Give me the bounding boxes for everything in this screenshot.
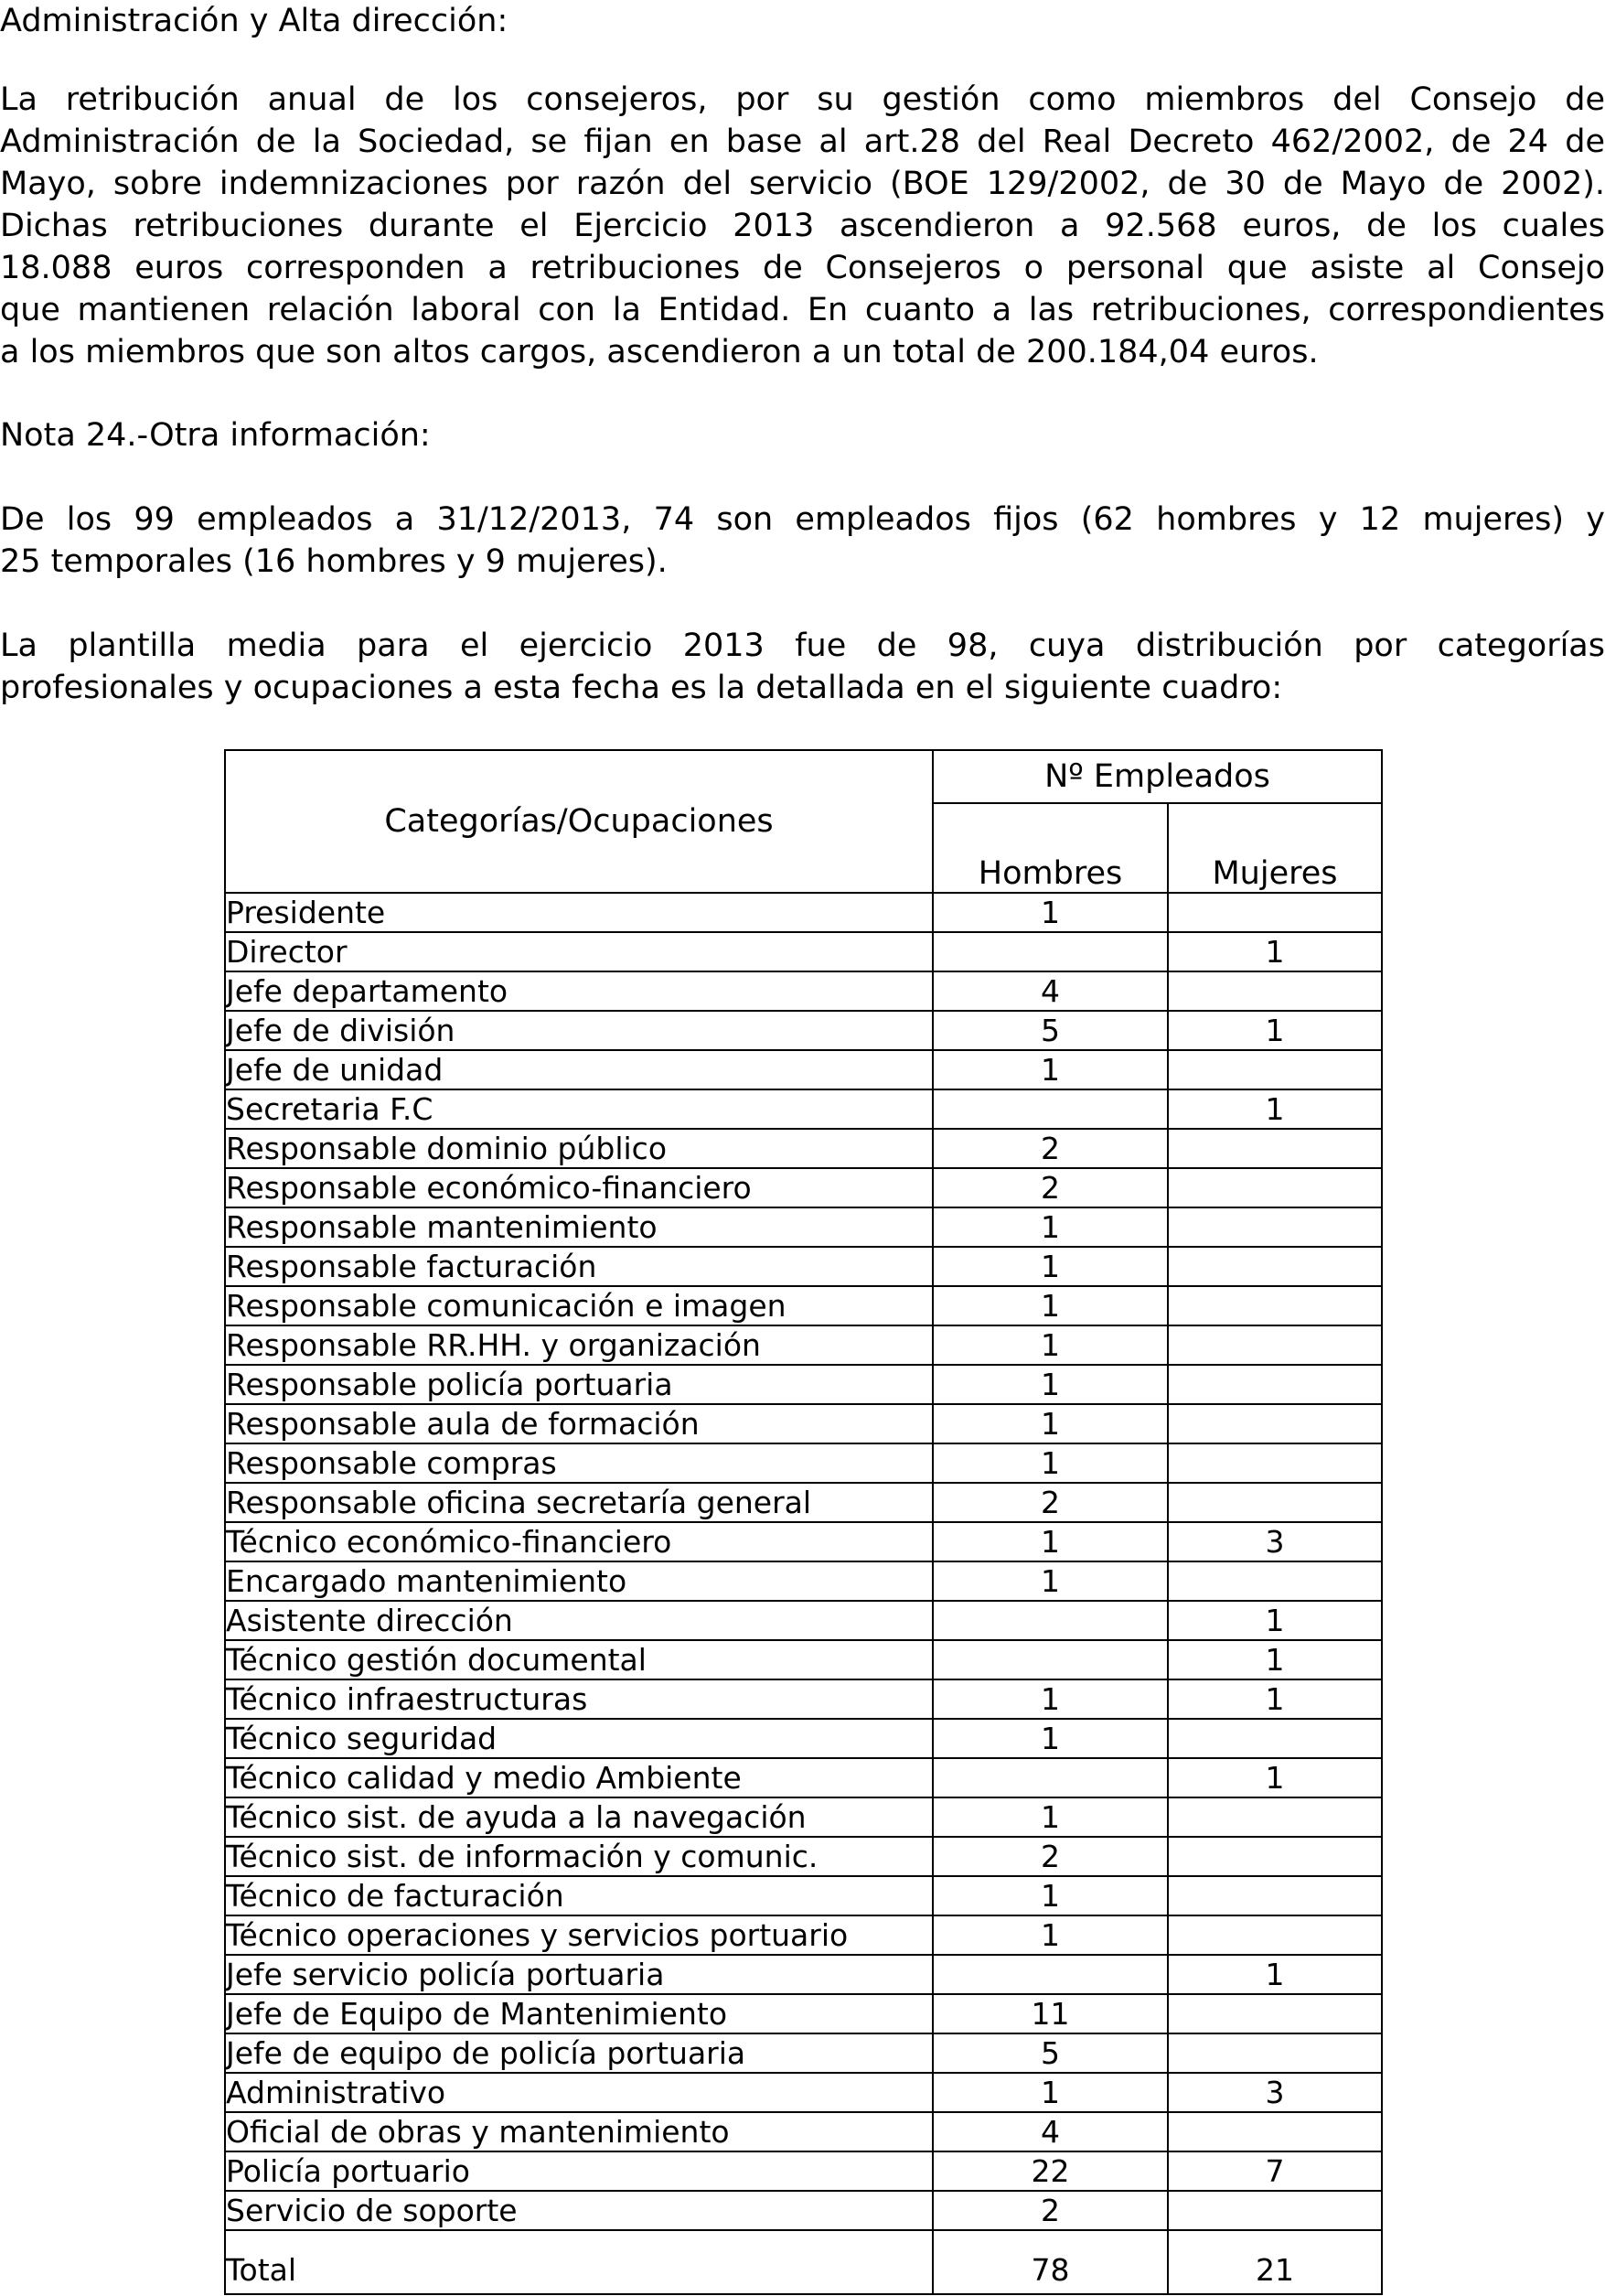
table-row [225,1325,1382,1365]
row-women [1168,1443,1382,1483]
row-label: Encargado mantenimiento [225,1561,933,1601]
row-label: Jefe de equipo de policía portuaria [225,2033,933,2073]
row-label: Responsable dominio público [225,1129,933,1168]
row-men: 1 [933,1247,1168,1286]
table-row [225,1837,1382,1876]
row-label: Técnico sist. de ayuda a la navegación [225,1797,933,1837]
row-label: Secretaria F.C [225,1089,933,1129]
paragraph-line: que mantienen relación laboral con la Entidad. En cuanto a las retribuciones, correspondientes [0,292,1605,328]
row-women [1168,1876,1382,1915]
total-women: 21 [1168,2230,1382,2294]
row-women [1168,1797,1382,1837]
row-men: 1 [933,1876,1168,1915]
row-men: 1 [933,1325,1168,1365]
row-men: 2 [933,1129,1168,1168]
table-row [225,1011,1382,1050]
table-row [225,893,1382,932]
row-label: Responsable compras [225,1443,933,1483]
row-women: 1 [1168,1089,1382,1129]
row-women: 1 [1168,1601,1382,1640]
row-label: Responsable RR.HH. y organización [225,1325,933,1365]
table-row [225,1247,1382,1286]
row-label: Jefe de unidad [225,1050,933,1089]
row-men [933,1089,1168,1129]
row-men: 11 [933,1994,1168,2033]
row-women [1168,1719,1382,1758]
row-men: 1 [933,1915,1168,1955]
row-men: 1 [933,1719,1168,1758]
row-label: Responsable mantenimiento [225,1207,933,1247]
table-row [225,2073,1382,2112]
row-label: Jefe de Equipo de Mantenimiento [225,1994,933,2033]
staff-distribution-table [224,749,1383,2295]
row-women [1168,1837,1382,1876]
total-label: Total [225,2230,933,2294]
row-label: Administrativo [225,2073,933,2112]
row-men: 1 [933,893,1168,932]
table-row [225,1207,1382,1247]
row-men: 1 [933,1679,1168,1719]
table-row [225,2112,1382,2151]
paragraph-remuneration [0,79,1605,373]
row-women [1168,2112,1382,2151]
row-women: 1 [1168,1011,1382,1050]
row-men: 1 [933,1797,1168,1837]
row-label: Responsable policía portuaria [225,1365,933,1404]
row-women [1168,1561,1382,1601]
row-label: Director [225,932,933,971]
paragraph-line: Administración de la Sociedad, se fijan en base al art.28 del Real Decreto 462/2002, de 24 de [0,123,1605,160]
table-row [225,1443,1382,1483]
table-row [225,1168,1382,1207]
row-women: 1 [1168,1955,1382,1994]
row-women [1168,1483,1382,1522]
table-row [225,1915,1382,1955]
row-men: 1 [933,1286,1168,1325]
paragraph-line: a los miembros que son altos cargos, ascendieron a un total de 200.184,04 euros. [0,334,1319,370]
row-women: 1 [1168,1640,1382,1679]
row-men: 1 [933,1404,1168,1443]
row-men: 1 [933,1443,1168,1483]
row-women: 1 [1168,932,1382,971]
row-women: 7 [1168,2151,1382,2191]
section-heading: Administración y Alta dirección: [0,3,508,39]
row-label: Técnico gestión documental [225,1640,933,1679]
table-row [225,1089,1382,1129]
row-women [1168,1994,1382,2033]
row-men [933,1640,1168,1679]
row-label: Técnico infraestructuras [225,1679,933,1719]
table-row [225,1561,1382,1601]
table-row [225,1679,1382,1719]
row-men: 5 [933,2033,1168,2073]
row-men: 2 [933,2191,1168,2230]
paragraph-line: La plantilla media para el ejercicio 2013 fue de 98, cuya distribución por categorías [0,628,1605,664]
row-women [1168,1286,1382,1325]
row-men: 1 [933,1050,1168,1089]
table-row [225,1797,1382,1837]
table-row [225,1758,1382,1797]
row-label: Policía portuario [225,2151,933,2191]
table-row [225,1522,1382,1561]
row-label: Técnico sist. de información y comunic. [225,1837,933,1876]
row-label: Técnico calidad y medio Ambiente [225,1758,933,1797]
row-women [1168,1915,1382,1955]
table-row [225,2151,1382,2191]
paragraph-line: La retribución anual de los consejeros, por su gestión como miembros del Consejo de [0,81,1605,118]
row-label: Jefe departamento [225,971,933,1011]
row-women [1168,1404,1382,1443]
row-label: Asistente dirección [225,1601,933,1640]
row-women: 3 [1168,2073,1382,2112]
table-row [225,1876,1382,1915]
table-row [225,971,1382,1011]
row-men: 2 [933,1483,1168,1522]
row-women: 3 [1168,1522,1382,1561]
row-men [933,1758,1168,1797]
paragraph-line: Dichas retribuciones durante el Ejercicio 2013 ascendieron a 92.568 euros, de los cuales [0,208,1605,244]
header-employees: Nº Empleados [933,750,1382,803]
header-category: Categorías/Ocupaciones [225,750,933,893]
row-men: 2 [933,1168,1168,1207]
row-label: Presidente [225,893,933,932]
row-men: 1 [933,1561,1168,1601]
row-men: 1 [933,1207,1168,1247]
row-men: 2 [933,1837,1168,1876]
paragraph-line: De los 99 empleados a 31/12/2013, 74 son empleados fijos (62 hombres y 12 mujeres) y [0,501,1605,538]
table-body [225,893,1382,2230]
row-label: Responsable aula de formación [225,1404,933,1443]
row-men [933,1955,1168,1994]
row-women [1168,893,1382,932]
header-men: Hombres [933,803,1168,893]
row-men: 5 [933,1011,1168,1050]
row-women: 1 [1168,1679,1382,1719]
table-row [225,1994,1382,2033]
table-row [225,1601,1382,1640]
paragraph-staff-average [0,625,1605,709]
table-row [225,1404,1382,1443]
table-row [225,2191,1382,2230]
row-label: Jefe servicio policía portuaria [225,1955,933,1994]
table-row [225,1365,1382,1404]
paragraph-line: profesionales y ocupaciones a esta fecha es la detallada en el siguiente cuadro: [0,670,1283,706]
row-label: Jefe de división [225,1011,933,1050]
table-row [225,1129,1382,1168]
row-men: 1 [933,1365,1168,1404]
row-women [1168,2033,1382,2073]
row-women [1168,971,1382,1011]
row-label: Técnico seguridad [225,1719,933,1758]
row-label: Técnico operaciones y servicios portuario [225,1915,933,1955]
row-women [1168,1365,1382,1404]
row-women [1168,1050,1382,1089]
row-label: Responsable facturación [225,1247,933,1286]
row-label: Responsable oficina secretaría general [225,1483,933,1522]
row-men [933,1601,1168,1640]
header-women: Mujeres [1168,803,1382,893]
table-row [225,1719,1382,1758]
row-label: Servicio de soporte [225,2191,933,2230]
row-women [1168,1168,1382,1207]
table-row [225,1483,1382,1522]
table-row [225,1640,1382,1679]
table-row [225,1050,1382,1089]
table-row [225,2033,1382,2073]
row-women [1168,1247,1382,1286]
note-title: Nota 24.-Otra información: [0,417,431,454]
row-label: Responsable económico-financiero [225,1168,933,1207]
paragraph-line: 18.088 euros corresponden a retribuciones de Consejeros o personal que asiste al Consejo [0,250,1605,286]
table-row [225,1955,1382,1994]
paragraph-line: Mayo, sobre indemnizaciones por razón del servicio (BOE 129/2002, de 30 de Mayo de 2002). [0,166,1605,202]
row-label: Responsable comunicación e imagen [225,1286,933,1325]
row-men [933,932,1168,971]
row-label: Técnico de facturación [225,1876,933,1915]
paragraph-employees [0,499,1605,583]
row-men: 1 [933,1522,1168,1561]
row-men: 4 [933,2112,1168,2151]
total-men: 78 [933,2230,1168,2294]
row-women [1168,1129,1382,1168]
row-label: Oficial de obras y mantenimiento [225,2112,933,2151]
table-total-row [225,2230,1382,2294]
row-men: 1 [933,2073,1168,2112]
row-men: 4 [933,971,1168,1011]
row-label: Técnico económico-financiero [225,1522,933,1561]
row-women [1168,1325,1382,1365]
row-women [1168,1207,1382,1247]
table-row [225,932,1382,971]
row-men: 22 [933,2151,1168,2191]
paragraph-line: 25 temporales (16 hombres y 9 mujeres). [0,543,668,580]
row-women [1168,2191,1382,2230]
table-row [225,1286,1382,1325]
row-women: 1 [1168,1758,1382,1797]
